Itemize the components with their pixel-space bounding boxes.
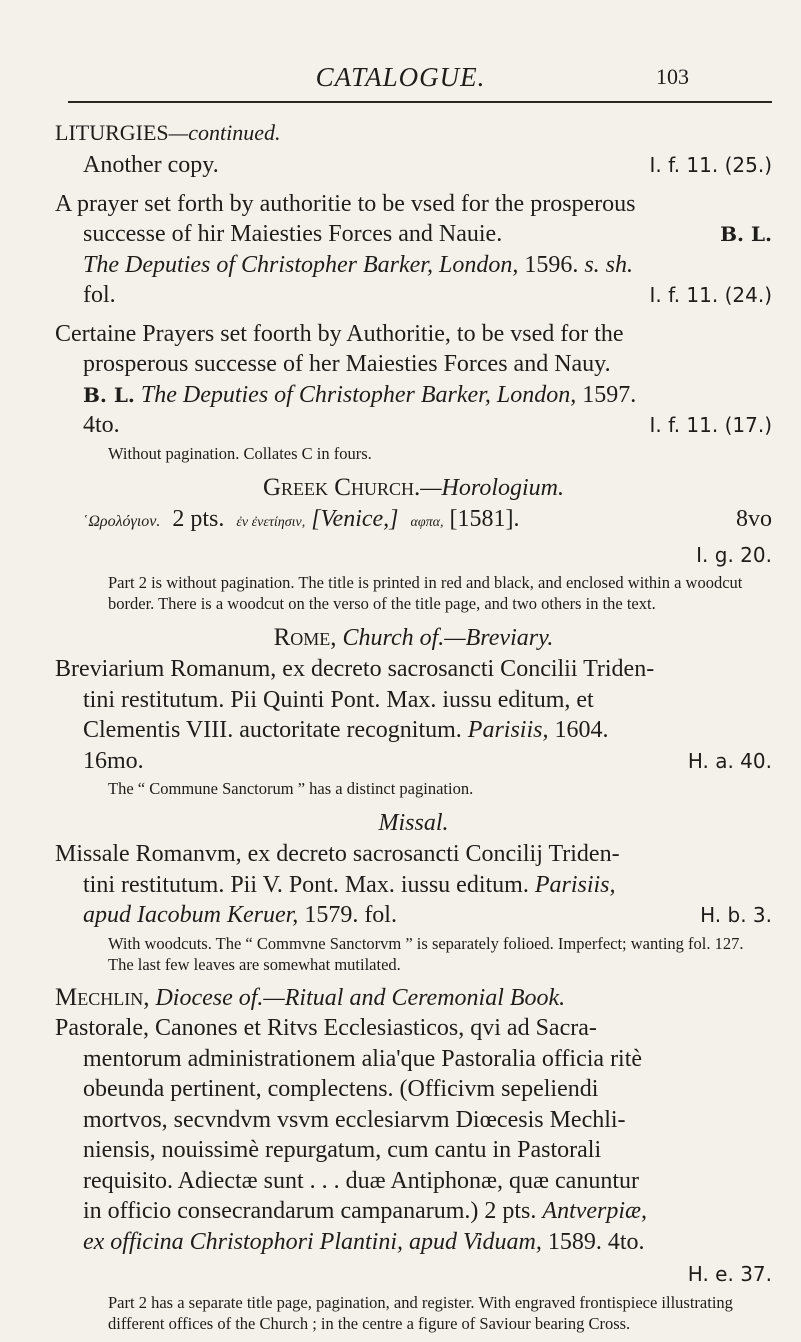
entry-breviary <box>55 622 772 799</box>
entry-line <box>55 219 772 250</box>
format: 16mo. <box>83 747 144 774</box>
entry-line: niensis, nouissimè repurgatum, cum cantu in Pastorali <box>83 1137 602 1163</box>
entry-line: requisito. Adiectæ sunt . . . duæ Antiphonæ, quæ canuntur <box>83 1167 639 1194</box>
format: 4to. <box>83 412 120 438</box>
imprint: ex officina Christophori Plantini, apud Viduam, <box>83 1228 542 1255</box>
entry-line <box>55 715 772 746</box>
entry-heading <box>55 983 772 1014</box>
greek-title-group <box>83 504 519 538</box>
entry-line: Missale Romanvm, ex decreto sacrosancti Concilij Triden- <box>55 841 620 867</box>
entry-line: prosperous successe of her Maiesties Forces and Nauy. <box>83 351 611 377</box>
shelfmark: I. f. 11. (17.) <box>649 413 772 437</box>
format: fol. <box>83 282 116 308</box>
entry-text: tini restitutum. Pii V. Pont. Max. iussu editum. <box>83 871 529 898</box>
entry-prayers-1597 <box>55 319 772 464</box>
heading-subject: Missal. <box>378 810 449 836</box>
entry-note: Part 2 is without pagination. The title is printed in red and black, and enclosed within a woodcut border. There is a woodcut on the verso of the title page, and two others in the text. <box>108 573 743 613</box>
date: [1581]. <box>449 505 520 532</box>
entry-note: Without pagination. Collates C in fours. <box>108 443 372 463</box>
entry-line <box>55 250 772 281</box>
imprint-date: 1597. <box>582 381 637 408</box>
greek-title: ῾Ωρολόγιον. <box>83 512 161 530</box>
entry-line <box>55 410 772 441</box>
shelfmark: H. e. 37. <box>687 1262 772 1286</box>
heading-name: Mechlin, <box>55 983 150 1011</box>
entry-line: mentorum administrationem alia'que Pastoralia officia ritè <box>83 1045 643 1072</box>
header-rule <box>68 101 772 103</box>
date-format: 1589. 4to. <box>547 1228 645 1255</box>
shelfmark: I. f. 11. (24.) <box>649 283 772 307</box>
entry-line <box>55 1227 772 1258</box>
heading-subject: Diocese of.—Ritual and Ceremonial Book. <box>155 984 566 1011</box>
catalogue-content <box>55 118 772 1342</box>
imprint: The Deputies of Christopher Barker, London, <box>83 251 519 278</box>
date-format: 1579. fol. <box>304 902 397 928</box>
black-letter-mark: B. L. <box>83 382 135 407</box>
entry-mechlin-pastorale <box>55 983 772 1334</box>
entry-line <box>55 870 772 901</box>
entry-line <box>55 1259 772 1290</box>
place: Antverpiæ, <box>542 1198 648 1224</box>
entry-line <box>55 150 772 181</box>
format: 8vo <box>736 505 772 532</box>
imprint-date: 1596. <box>524 251 579 278</box>
imprint-format-note: s. sh. <box>584 251 634 278</box>
black-letter-mark: B. L. <box>720 222 772 246</box>
running-title: CATALOGUE. <box>315 62 486 92</box>
entry-line <box>55 900 772 931</box>
entry-line: tini restitutum. Pii Quinti Pont. Max. iussu editum, et <box>83 686 594 713</box>
entry-line <box>55 380 772 411</box>
entry-note: The “ Commune Sanctorum ” has a distinct pagination. <box>108 779 474 798</box>
shelfmark: I. g. 20. <box>696 542 772 567</box>
entry-line: Pastorale, Canones et Ritvs Ecclesiasticos, qvi ad Sacra- <box>55 1015 597 1041</box>
page-number: 103 <box>656 64 689 89</box>
heading-subject: —Horologium. <box>420 474 565 501</box>
entry-greek-horologium <box>55 472 772 615</box>
greek-date: αφπα, <box>410 514 444 530</box>
parts: 2 pts. <box>172 505 225 532</box>
section-continued: —continued. <box>168 120 281 145</box>
heading-subject: Church of.—Breviary. <box>342 625 554 651</box>
imprint-group <box>83 900 700 931</box>
entry-line: Certaine Prayers set foorth by Authoritie, to be vsed for the <box>55 320 624 347</box>
entry-heading <box>55 472 772 504</box>
entry-missal <box>55 807 772 975</box>
entry-prayer-1596 <box>55 189 772 311</box>
shelfmark: I. f. 11. (25.) <box>649 153 772 177</box>
imprint: The Deputies of Christopher Barker, London, <box>140 381 577 408</box>
entry-heading <box>55 807 772 839</box>
entry-line: obeunda pertinent, complectens. (Officivm sepeliendi <box>83 1076 599 1102</box>
entry-line <box>55 540 772 571</box>
entry-line: A prayer set forth by authoritie to be vsed for the prosperous <box>55 190 636 217</box>
entry-text: in officio consecrandarum campanarum.) 2 pts. <box>83 1198 537 1224</box>
entry-line <box>55 280 772 311</box>
entry-line <box>55 1196 772 1227</box>
entry-text: Clementis VIII. auctoritate recognitum. <box>83 717 462 743</box>
section-title: LITURGIES <box>55 120 169 145</box>
imprint: apud Iacobum Keruer, <box>83 902 299 928</box>
entry-line: mortvos, secvndvm vsvm ecclesiarvm Diœcesis Mechli- <box>83 1106 626 1133</box>
entry-another-copy <box>55 150 772 181</box>
section-heading <box>55 118 772 148</box>
entry-text: successe of hir Maiesties Forces and Nauie. <box>83 221 503 247</box>
greek-place: ἐν ἐνετίησιν, <box>236 514 306 530</box>
date: 1604. <box>554 717 609 743</box>
place: [Venice,] <box>311 505 399 532</box>
entry-line <box>55 504 772 538</box>
heading-name: Greek Church. <box>262 473 421 501</box>
entry-text: Another copy. <box>83 152 219 178</box>
heading-name: Rome, <box>273 624 337 651</box>
place: Parisiis, <box>467 717 549 743</box>
entry-heading <box>55 622 772 654</box>
place: Parisiis, <box>534 871 616 898</box>
entry-note: Part 2 has a separate title page, pagination, and register. With engraved frontispiece illustrating different offices of the Church ; in the centre a figure of Saviour bearing Cross. <box>108 1292 733 1333</box>
entry-line <box>55 746 772 777</box>
entry-note: With woodcuts. The “ Commvne Sanctorvm ” is separately folioed. Imperfect; wanting fol. 127. The last few leaves are somewhat mutilated. <box>108 933 744 974</box>
shelfmark: H. a. 40. <box>687 748 772 773</box>
shelfmark: H. b. 3. <box>700 903 772 927</box>
entry-line: Breviarium Romanum, ex decreto sacrosancti Concilii Triden- <box>55 656 655 682</box>
